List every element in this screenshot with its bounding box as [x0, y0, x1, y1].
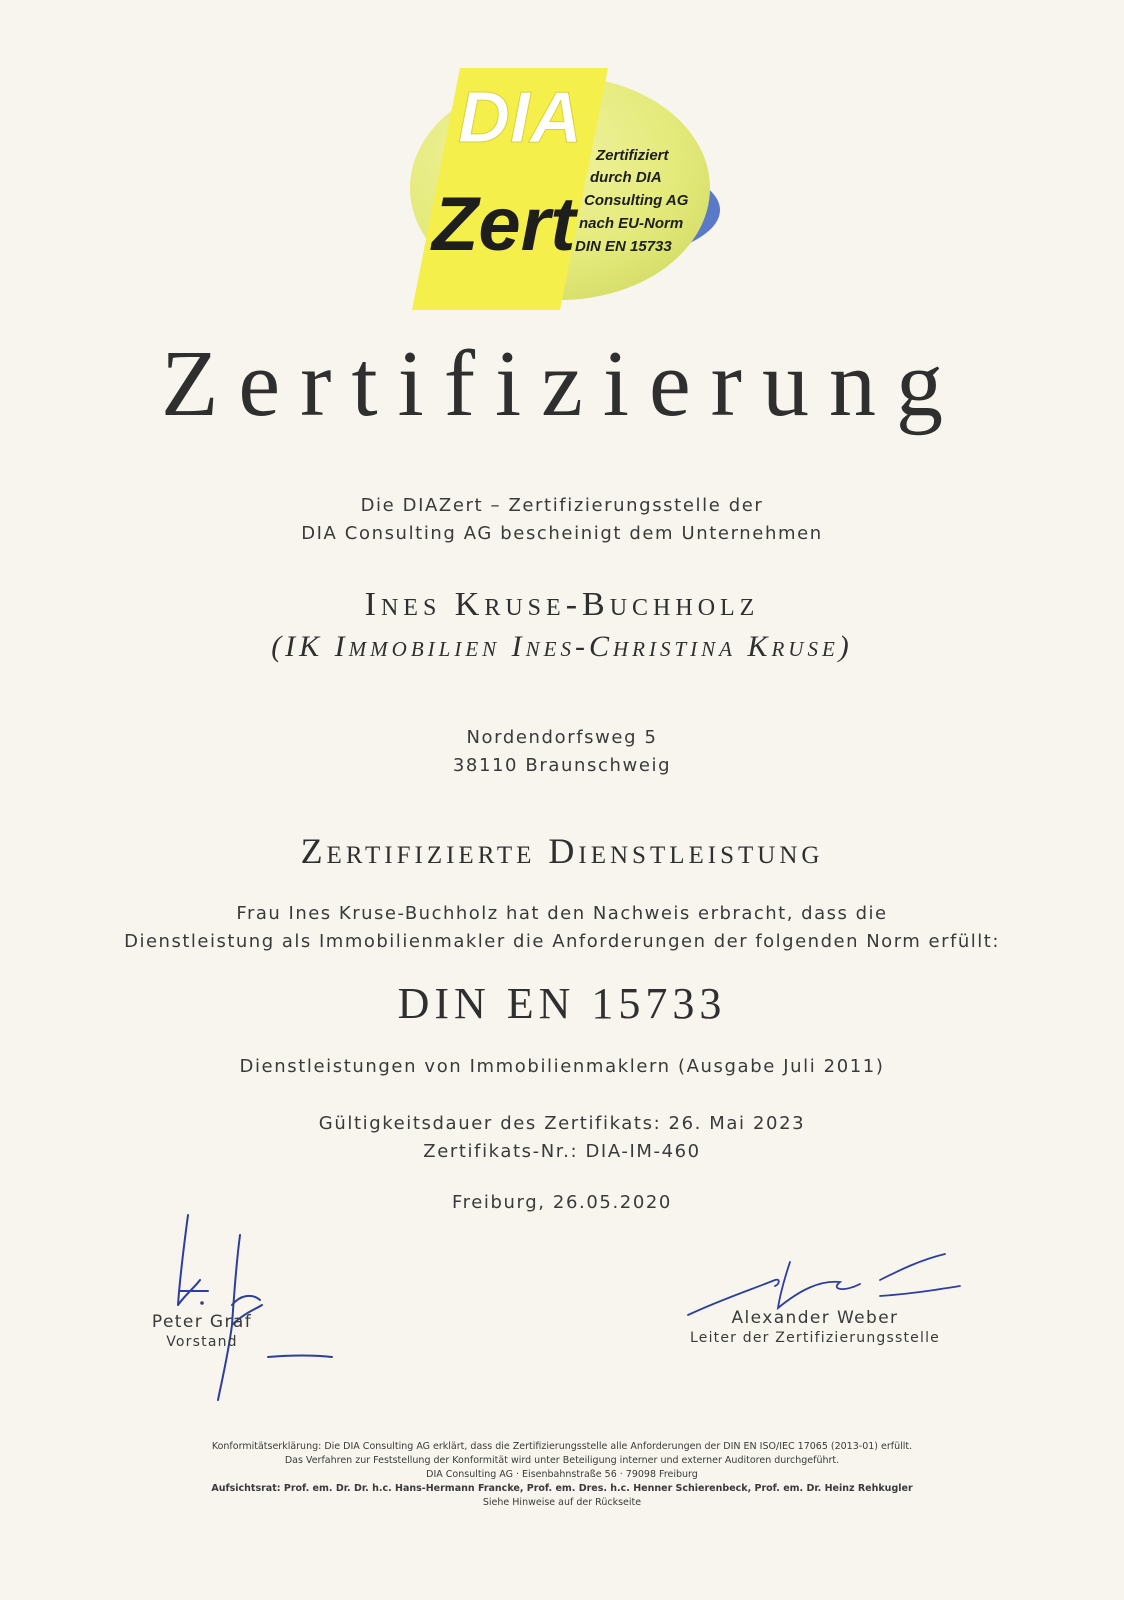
address-city: 38110 Braunschweig [452, 755, 672, 776]
signatory-left-role: Vorstand [166, 1334, 238, 1350]
logo-dia-text: DIA [458, 78, 582, 158]
company-address [0, 724, 1124, 780]
address-street: Nordendorfsweg 5 [466, 727, 658, 748]
logo-tagline-3: Consulting AG [584, 192, 689, 209]
dia-zert-logo [400, 60, 730, 320]
place-date: Freiburg, 26.05.2020 [452, 1192, 672, 1213]
norm-description: Dienstleistungen von Immobilienmaklern (Ausgabe Juli 2011) [239, 1056, 885, 1077]
company-subtitle: (IK Immobilien Ines-Christina Kruse) [271, 630, 853, 663]
footer-line-1: Konformitätserklärung: Die DIA Consulting AG erklärt, dass die Zertifizierungsstelle alle Anforderungen der DIN EN ISO/IEC 17065 (2013-01) erfüllt. [211, 1441, 913, 1452]
logo-tagline-5: DIN EN 15733 [575, 238, 672, 255]
logo-tagline-4: nach EU-Norm [579, 215, 684, 232]
signatory-right [670, 1308, 960, 1346]
statement-text [0, 900, 1124, 956]
logo-zert-text: Zert [432, 182, 576, 267]
signatory-right-role: Leiter der Zertifizierungsstelle [690, 1330, 940, 1346]
certificate-number: Zertifikats-Nr.: DIA-IM-460 [423, 1141, 701, 1162]
intro-line-1: Die DIAZert – Zertifizierungsstelle der [360, 495, 764, 516]
footer-line-3: DIA Consulting AG · Eisenbahnstraße 56 · 79098 Freiburg [426, 1469, 698, 1480]
logo-tagline-1: Zertifiziert [596, 147, 669, 164]
footer-line-2: Das Verfahren zur Feststellung der Konformität wird unter Beteiligung interner und externer Auditoren durchgeführt. [284, 1455, 840, 1466]
validity-block [0, 1110, 1124, 1166]
statement-line-1: Frau Ines Kruse-Buchholz hat den Nachweis erbracht, dass die [236, 903, 888, 924]
norm-title: DIN EN 15733 [397, 979, 727, 1028]
footer-legal [0, 1440, 1124, 1510]
signatory-left [112, 1312, 292, 1350]
company-name: Ines Kruse-Buchholz [364, 586, 760, 623]
intro-text [0, 492, 1124, 548]
certificate-title: Zertifizierung [161, 332, 963, 436]
footer-line-5: Siehe Hinweise auf der Rückseite [482, 1497, 642, 1508]
signatory-left-name: Peter Graf [151, 1312, 253, 1332]
signatory-right-name: Alexander Weber [731, 1308, 899, 1328]
statement-line-2: Dienstleistung als Immobilienmakler die Anforderungen der folgenden Norm erfüllt: [124, 931, 1000, 952]
dia-zert-logo-graphic [400, 60, 730, 320]
service-heading: Zertifizierte Dienstleistung [300, 831, 824, 871]
validity-duration: Gültigkeitsdauer des Zertifikats: 26. Mai 2023 [318, 1113, 806, 1134]
logo-tagline-2: durch DIA [590, 169, 662, 186]
footer-line-4: Aufsichtsrat: Prof. em. Dr. Dr. h.c. Hans-Hermann Francke, Prof. em. Dres. h.c. Henner Schierenbeck, Prof. em. Dr. Heinz Rehkugler [211, 1483, 913, 1494]
intro-line-2: DIA Consulting AG bescheinigt dem Unternehmen [301, 523, 823, 544]
signature-left [140, 1205, 350, 1405]
